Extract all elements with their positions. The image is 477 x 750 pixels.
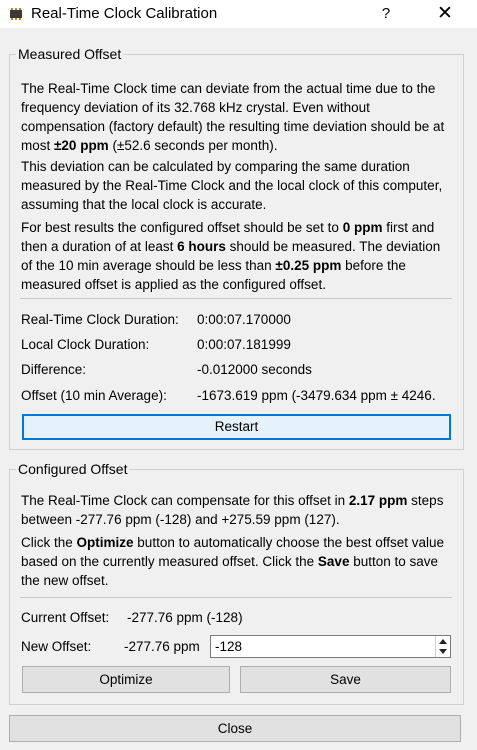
local-duration-value: 0:00:07.181999 [197,337,291,352]
new-offset-ppm: -277.76 ppm [124,639,200,654]
measured-offset-title: Measured Offset [18,46,122,62]
measured-offset-group [9,46,464,450]
spin-up-icon[interactable] [439,639,447,644]
restart-button[interactable]: Restart [22,414,451,440]
save-button[interactable]: Save [240,666,451,693]
new-offset-value[interactable]: -128 [215,639,243,654]
difference-value: -0.012000 seconds [197,362,312,377]
close-icon[interactable]: ✕ [437,3,453,24]
rtc-duration-label: Real-Time Clock Duration: [21,312,179,327]
measured-intro-text: The Real-Time Clock time can deviate from the actual time due to the frequency deviation of its 32.768 kHz crystal. Even without compensation (factory default) the resulting time deviation should be at most ±20 ppm (±52.6 seconds per month). [21,81,445,153]
offset-average-value: -1673.619 ppm (-3479.634 ppm ± 4246. [197,388,436,403]
configured-intro-text: The Real-Time Clock can compensate for this offset in 2.17 ppm steps between -277.76 ppm (-128) and +275.59 ppm (127). [21,493,444,527]
help-icon[interactable]: ? [381,5,391,22]
current-offset-value: -277.76 ppm (-128) [127,610,243,625]
rtc-chip-icon [8,6,24,22]
difference-label: Difference: [21,362,87,377]
configured-offset-title: Configured Offset [18,461,128,477]
offset-average-label: Offset (10 min Average): [21,388,167,403]
configured-instructions-text: Click the Optimize button to automatically choose the best offset value based on the currently measured offset. Click the Save button to save the new offset. [21,535,444,588]
configured-separator [20,597,452,598]
local-duration-label: Local Clock Duration: [21,337,150,352]
close-button[interactable]: Close [9,715,461,742]
configured-offset-group [9,461,464,705]
measured-explanation-text: This deviation can be calculated by comparing the same duration measured by the Real-Time Clock and the local clock of this computer, assuming that the local clock is accurate. [21,159,443,212]
spin-down-icon[interactable] [439,649,447,654]
current-offset-label: Current Offset: [21,610,110,625]
optimize-button[interactable]: Optimize [22,666,230,693]
new-offset-label: New Offset: [21,639,92,654]
new-offset-spinbox[interactable] [210,635,451,658]
title-bar [0,0,477,28]
rtc-duration-value: 0:00:07.170000 [197,312,291,327]
measured-separator [20,298,452,299]
measured-instructions-text: For best results the configured offset should be set to 0 ppm first and then a duration of at least 6 hours should be measured. The deviation of the 10 min average should be less than ±0.25 ppm before the measured offset is applied as the configured offset. [21,220,441,292]
spin-arrows[interactable] [435,636,450,657]
window-title: Real-Time Clock Calibration [31,5,218,22]
